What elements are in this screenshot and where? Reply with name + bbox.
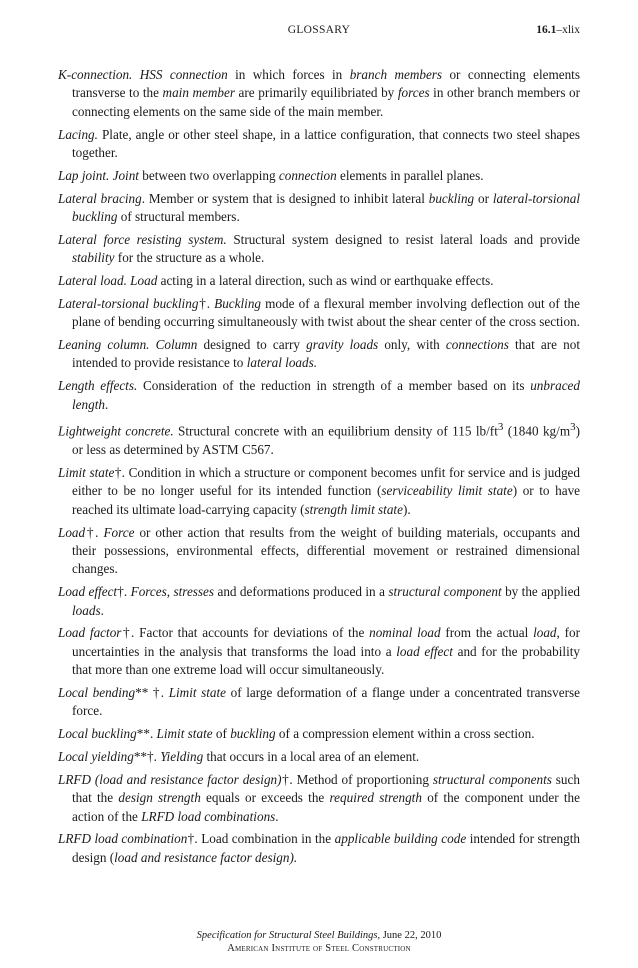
entry-text: elements in parallel planes. [336,167,484,183]
italic-term: Lateral bracing [58,190,142,206]
entry-text: ) or less as determined by ASTM C567. [72,423,580,458]
italic-term: LRFD (load and resistance factor design) [58,771,282,787]
entry-text: †. [198,295,215,311]
italic-term: Buckling [214,295,262,311]
italic-term: Joint [109,167,139,183]
italic-term: Lateral force resisting system. [58,231,227,247]
italic-term: Forces [130,584,167,600]
entry-text: , [166,584,174,600]
glossary-entry [58,231,580,268]
italic-term: Yielding [160,749,204,765]
publisher: American Institute of Steel Construction [227,943,411,954]
italic-term: Leaning column. [58,337,150,353]
spec-title: Specification for Structural Steel Buildings, [196,930,381,941]
entry-text: Structural system designed to resist lateral loads and provide [226,231,580,247]
entry-text: . [100,602,104,618]
entry-text: Plate, angle or other steel shape, in a lattice configuration, that connects two steel shapes together. [72,126,580,161]
italic-term: Force [103,524,135,540]
entry-text: Structural concrete with an equilibrium density of 115 lb/ft [173,423,498,439]
italic-term: loads [72,602,101,618]
italic-term: structural components [432,771,552,787]
entry-text: designed to carry [197,337,307,353]
italic-term: Limit state [156,726,213,742]
entry-text: †. Factor that accounts for deviations of the [121,625,370,641]
italic-term: Local yielding [58,749,134,765]
entry-text: , for uncertainties in the analysis that transforms the load into a [72,625,580,659]
entry-text: and for the probability that more than one extreme load will occur simultaneously. [72,643,581,678]
italic-term: Limit state [58,465,115,481]
italic-term: load effect [396,643,453,659]
entry-text: †. [117,584,131,600]
entry-text: . [104,396,109,412]
glossary-entry [58,190,580,227]
entry-text: equals or exceeds the [200,790,330,806]
entry-text: between two overlapping [138,167,279,183]
glossary-entry [58,748,580,766]
glossary-entry [58,272,580,290]
glossary-entry [58,725,580,743]
page-footer [0,929,638,955]
entry-text: by the applied [501,584,581,600]
entry-text: Consideration of the reduction in strength of a member based on its [137,378,531,394]
italic-term: lateral-torsional buckling [72,190,580,225]
italic-term: design strength [118,790,201,806]
entry-text: . Member or system that is designed to inhibit lateral [141,190,429,206]
italic-term: Local buckling [58,726,137,742]
glossary-entry [58,524,580,579]
italic-term: Lateral load. [58,273,127,289]
glossary-entry [58,830,580,867]
entry-text: or [474,190,493,206]
entry-text: **†. [133,749,161,765]
glossary-entry [58,336,580,373]
entry-text: mode of a flexural member involving deflection out of the plane of bending occurring simultaneously with twist about the shear center of the cross section. [72,295,580,330]
italic-term: gravity loads [306,337,379,353]
entry-text: ** †. [135,685,169,701]
entry-text: . [275,808,279,824]
entry-text: (1840 kg/m [503,423,571,439]
entry-text: of a compression element within a cross section. [275,726,535,742]
glossary-entry [58,418,580,459]
entry-text: only, with [378,337,446,353]
italic-term: Lacing. [58,126,98,142]
italic-term: forces [397,85,430,101]
entry-text: for the structure as a whole. [114,250,265,266]
italic-term: buckling [428,190,475,206]
glossary-entry [58,583,580,620]
entry-text: in other branch members or connecting elements on the same side of the main member. [72,85,581,119]
italic-term: LRFD load combinations [141,808,276,824]
italic-term: buckling [230,726,276,742]
section-number: 16.1 [536,24,557,36]
entry-text: or other action that results from the weight of building materials, occupants and their possessions, environmental effects, differential movement or restrained dimensional changes. [72,524,580,577]
italic-term: serviceability limit state [381,483,513,499]
italic-term: stability [72,250,115,266]
italic-term: connection [278,167,337,183]
entry-text: †. Load combination in the [187,831,335,847]
entry-text: †. [85,524,104,540]
italic-term: K-connection. [58,67,133,82]
italic-term: unbraced length [72,378,580,412]
italic-term: Load [126,273,158,289]
entry-text: ) or to have reached its ultimate load-carrying capacity ( [72,483,581,517]
entry-text: ). [402,501,411,517]
glossary-entry [58,684,580,721]
glossary-entry [58,167,580,185]
spec-date: June 22, 2010 [380,930,442,941]
italic-term: Limit state [168,685,227,701]
entry-text: †. Condition in which a structure or component becomes unfit for service and is judged either to be no longer useful for its intended function ( [72,465,580,499]
italic-term: Lap joint. [58,167,110,183]
entry-text: of [212,726,231,742]
italic-term: Load factor [58,625,122,641]
italic-term: strength limit state [304,501,403,517]
glossary-entry [58,66,580,121]
italic-term: branch members [349,67,443,82]
entry-text: are primarily equilibriated by [234,85,398,101]
italic-term: Load effect [58,584,118,600]
italic-term: nominal load [369,625,441,641]
italic-term: Local bending [58,685,136,701]
page-number [536,24,580,36]
entry-text: or connecting elements transverse to the [72,67,580,101]
glossary-entries [58,66,580,872]
italic-term: lateral loads. [246,355,318,371]
glossary-entry [58,771,580,826]
superscript: 3 [497,421,504,434]
roman-page: –xlix [556,24,580,36]
glossary-entry [58,464,580,519]
italic-term: main member [162,85,235,101]
entry-text: **. [136,726,157,742]
entry-text: of the component under the action of the [72,790,580,824]
italic-term: stresses [173,584,215,600]
running-head: GLOSSARY [287,24,351,36]
entry-text: †. Method of proportioning [281,771,433,787]
entry-text: acting in a lateral direction, such as wind or earthquake effects. [157,273,494,289]
italic-term: structural component [388,584,502,600]
italic-term: load and resistance factor design). [114,849,298,865]
entry-text: intended for strength design ( [72,831,580,865]
entry-text: from the actual [440,625,534,641]
glossary-entry [58,624,580,679]
italic-term: connections [445,337,509,353]
page-header [0,24,638,40]
entry-text: of large deformation of a flange under a concentrated transverse force. [72,685,581,719]
footer-citation [0,929,638,942]
entry-text: such that the [72,771,580,806]
italic-term: applicable building code [334,831,467,847]
italic-term: HSS connection [132,67,228,82]
entry-text: that occurs in a local area of an element. [203,749,420,765]
glossary-entry [58,295,580,332]
italic-term: Load [58,524,86,540]
entry-text: of structural members. [117,209,240,225]
glossary-entry [58,126,580,163]
italic-term: Lightweight concrete. [58,423,174,439]
italic-term: LRFD load combination [58,831,188,847]
italic-term: required strength [329,790,422,806]
glossary-entry [58,377,580,414]
italic-term: Column [149,337,198,353]
entry-text: that are not intended to provide resistance to [72,337,581,371]
entry-text: and deformations produced in a [214,584,389,600]
superscript: 3 [570,421,576,434]
italic-term: load [533,625,557,641]
italic-term: Length effects. [58,378,138,394]
italic-term: Lateral-torsional buckling [58,295,199,311]
entry-text: in which forces in [227,67,350,82]
